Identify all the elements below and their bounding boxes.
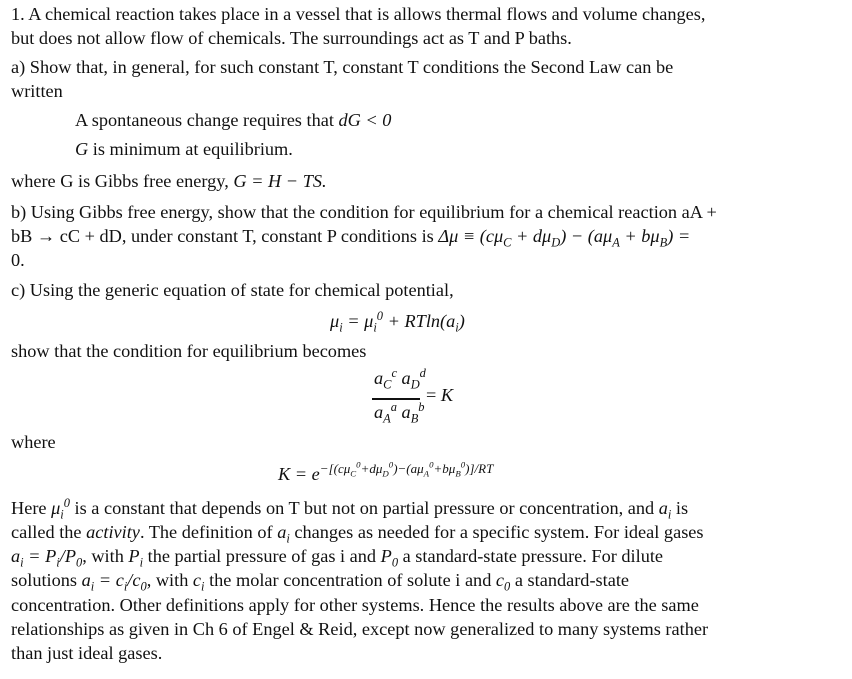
paragraph-line-7: than just ideal gases. bbox=[11, 643, 163, 663]
equilibrium-constant-ratio: $a_C^c$ $a_D^d$ $a_A^a$ $a_B^b$ = K bbox=[374, 365, 454, 426]
paragraph-line-5: concentration. Other definitions apply for other systems. Hence the results above are the same bbox=[11, 595, 699, 615]
part-b-line-3: 0. bbox=[11, 250, 25, 270]
paragraph-line-1: Here $\mu_i^0$ is a constant that depends on T but not on partial pressure or concentration, and $a_i$ is bbox=[11, 495, 689, 522]
spontaneous-condition: A spontaneous change requires that dG < 0 bbox=[75, 110, 392, 130]
problem-line-2: but does not allow flow of chemicals. The surroundings act as T and P baths. bbox=[11, 28, 572, 48]
gibbs-definition: where G is Gibbs free energy, G = H − TS. bbox=[11, 171, 327, 191]
part-b-line-2: bB → cC + dD, under constant T, constant P conditions is $\Delta\mu \equiv (c\mu_C + d\mu_D) - (a\mu_A + b\mu_B)$ = bbox=[11, 226, 691, 250]
part-b-line-1: b) Using Gibbs free energy, show that the condition for equilibrium for a chemical reaction aA + bbox=[11, 202, 717, 222]
part-c-line-2: show that the condition for equilibrium becomes bbox=[11, 341, 367, 361]
where-label: where bbox=[11, 432, 56, 452]
chemical-potential-equation: $\mu_i = \mu_i^0 + RTln(a_i)$ bbox=[330, 308, 465, 335]
paragraph-line-6: relationships as given in Ch 6 of Engel & Reid, except now generalized to many systems rather bbox=[11, 619, 709, 639]
part-c-line-1: c) Using the generic equation of state for chemical potential, bbox=[11, 280, 454, 300]
paragraph-line-3: $a_i = P_i/P_0$, with $P_i$ the partial pressure of gas i and $P_0$ a standard-state pressure. For dilute bbox=[11, 546, 664, 570]
k-definition-equation: $K = e^{-[(c\mu_C^0+d\mu_D^0)-(a\mu_A^0+b\mu_B^0)]/RT}$ bbox=[278, 459, 494, 484]
minimum-condition: G is minimum at equilibrium. bbox=[75, 139, 293, 159]
part-a-line-2: written bbox=[11, 81, 63, 101]
part-a-line-1: a) Show that, in general, for such constant T, constant T conditions the Second Law can be bbox=[11, 57, 674, 77]
paragraph-line-2: called the activity. The definition of $a_i$ changes as needed for a specific system. For ideal gases bbox=[11, 522, 704, 546]
problem-line-1: 1. A chemical reaction takes place in a vessel that is allows thermal flows and volume changes, bbox=[11, 4, 706, 24]
paragraph-line-4: solutions $a_i = c_i/c_0$, with $c_i$ the molar concentration of solute i and $c_0$ a standard-state bbox=[11, 570, 630, 594]
